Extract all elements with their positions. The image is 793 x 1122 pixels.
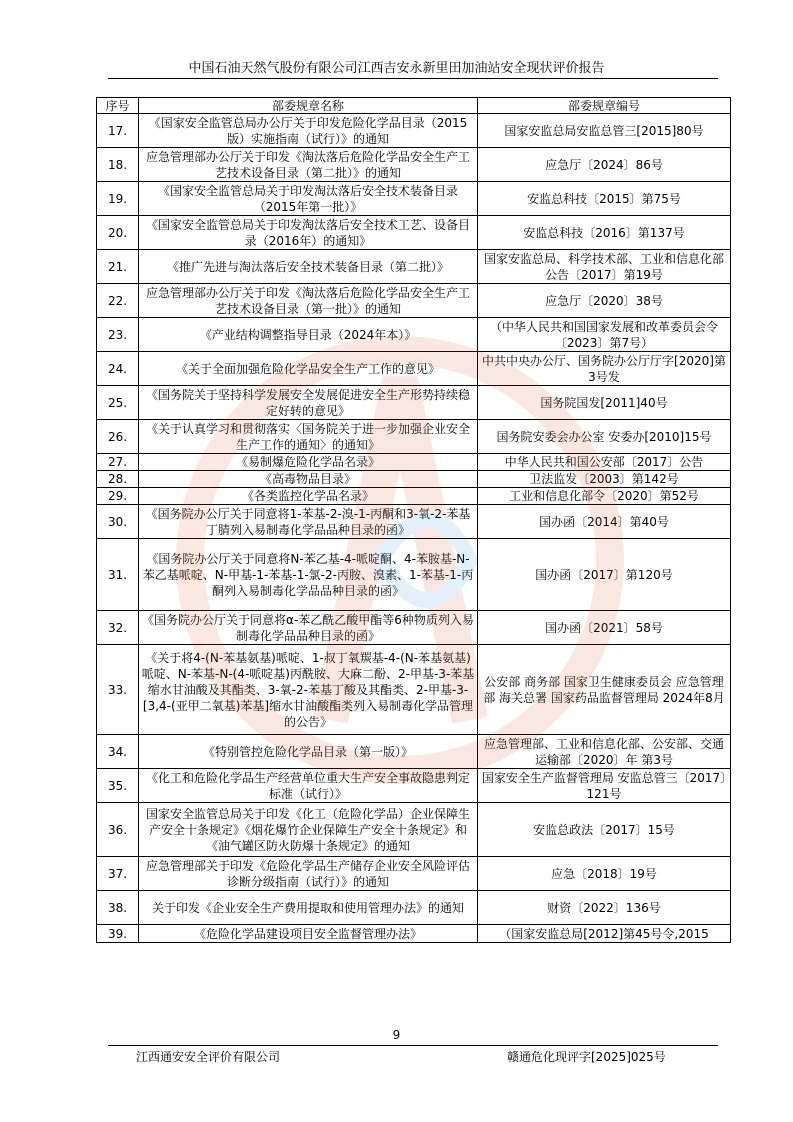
- row-number: 19.: [97, 182, 139, 216]
- row-number: 32.: [97, 611, 139, 645]
- regulation-code: 财资〔2022〕136号: [478, 891, 731, 925]
- table-row: [97, 352, 731, 386]
- row-number: 39.: [97, 925, 139, 943]
- page-number: 9: [392, 1028, 401, 1042]
- regulation-name: 《危险化学品建设项目安全监督管理办法》: [139, 925, 478, 943]
- row-number: 26.: [97, 420, 139, 454]
- row-number: 24.: [97, 352, 139, 386]
- regulation-code: 应急管理部、工业和信息化部、公安部、交通运输部〔2020〕年 第3号: [478, 735, 731, 769]
- page-header-title: 中国石油天然气股份有限公司江西吉安永新里田加油站安全现状评价报告: [188, 61, 605, 76]
- table-row: [97, 284, 731, 318]
- row-number: 28.: [97, 471, 139, 488]
- regulation-name: 《国家安全监管总局关于印发淘汰落后安全技术装备目录（2015年第一批）》: [139, 182, 478, 216]
- regulation-name: 《国家安全监管总局关于印发淘汰落后安全技术工艺、设备目录（2016年）的通知》: [139, 216, 478, 250]
- regulation-name: 关于印发《企业安全生产费用提取和使用管理办法》的通知: [139, 891, 478, 925]
- footer-document-number: 赣通危化现评字[2025]025号: [507, 1050, 666, 1064]
- row-number: 29.: [97, 488, 139, 505]
- regulation-code: （中华人民共和国国家发展和改革委员会令〔2023〕第7号）: [478, 318, 731, 352]
- table-row: [97, 386, 731, 420]
- table-row: [97, 114, 731, 148]
- row-number: 35.: [97, 769, 139, 803]
- regulation-name: 《各类监控化学品名录》: [139, 488, 478, 505]
- regulation-code: 国务院安委会办公室 安委办[2010]15号: [478, 420, 731, 454]
- regulation-name: 《产业结构调整指导目录（2024年本）》: [139, 318, 478, 352]
- table-row: [97, 769, 731, 803]
- regulation-name: 《易制爆危险化学品名录》: [139, 454, 478, 471]
- regulation-code: 安监总科技〔2016〕第137号: [478, 216, 731, 250]
- table-row: [97, 803, 731, 857]
- table-row: [97, 182, 731, 216]
- regulation-name: 国家安全监管总局关于印发《化工（危险化学品）企业保障生产安全十条规定》《烟花爆竹企业保障生产安全十条规定》和《油气罐区防火防爆十条规定》的通知: [139, 803, 478, 857]
- regulation-code: 应急厅〔2024〕86号: [478, 148, 731, 182]
- column-header-name: 部委规章名称: [139, 98, 478, 114]
- table-row: [97, 611, 731, 645]
- regulation-code: 国家安监总局安监总管三[2015]80号: [478, 114, 731, 148]
- regulation-name: 《关于将4-(N-苯基氨基)哌啶、1-叔丁氧羰基-4-(N-苯基氨基)哌啶、N-苯基-N-(4-哌啶基)丙酰胺、大麻二酚、2-甲基-3-苯基缩水甘油酸及其酯类、3-氧-2-苯基丁酸及其酯类、2-甲基-3-[3,4-(亚甲二氧基)苯基]缩水甘油酸酯类列入易制毒化学品管理的公告》: [139, 645, 478, 735]
- regulation-code: 国务院国发[2011]40号: [478, 386, 731, 420]
- table-row: [97, 505, 731, 539]
- table-row: [97, 250, 731, 284]
- table-row: [97, 539, 731, 611]
- row-number: 33.: [97, 645, 139, 735]
- regulation-code: 工业和信息化部令〔2020〕第52号: [478, 488, 731, 505]
- regulation-code: 应急厅〔2020〕38号: [478, 284, 731, 318]
- regulation-code: 安监总科技〔2015〕第75号: [478, 182, 731, 216]
- row-number: 25.: [97, 386, 139, 420]
- table-row: [97, 216, 731, 250]
- row-number: 30.: [97, 505, 139, 539]
- row-number: 37.: [97, 857, 139, 891]
- row-number: 21.: [97, 250, 139, 284]
- regulation-name: 《化工和危险化学品生产经营单位重大生产安全事故隐患判定标准（试行）》: [139, 769, 478, 803]
- regulation-name: 《国家安全监管总局办公厅关于印发危险化学品目录（2015版）实施指南（试行）》的通知: [139, 114, 478, 148]
- row-number: 36.: [97, 803, 139, 857]
- column-header-no: 序号: [97, 98, 139, 114]
- regulation-name: 应急管理部办公厅关于印发《淘汰落后危险化学品安全生产工艺技术设备目录（第一批）》的通知: [139, 284, 478, 318]
- column-header-code: 部委规章编号: [478, 98, 731, 114]
- table-row: [97, 148, 731, 182]
- regulation-code: 中共中央办公厅、国务院办公厅厅字[2020]第3号发: [478, 352, 731, 386]
- row-number: 23.: [97, 318, 139, 352]
- regulation-name: 《关于认真学习和贯彻落实〈国务院关于进一步加强企业安全生产工作的通知〉的通知》: [139, 420, 478, 454]
- regulation-name: 《国务院办公厅关于同意将α-苯乙酰乙酸甲酯等6种物质列入易制毒化学品品种目录的函》: [139, 611, 478, 645]
- regulation-code: 安监总政法〔2017〕15号: [478, 803, 731, 857]
- table-row: [97, 645, 731, 735]
- row-number: 34.: [97, 735, 139, 769]
- row-number: 31.: [97, 539, 139, 611]
- regulation-code: 国家安监总局、科学技术部、工业和信息化部公告〔2017〕第19号: [478, 250, 731, 284]
- regulation-name: 《国务院办公厅关于同意将N-苯乙基-4-哌啶酮、4-苯胺基-N-苯乙基哌啶、N-甲基-1-苯基-1-氯-2-丙胺、溴素、1-苯基-1-丙酮列入易制毒化学品品种目录的函》: [139, 539, 478, 611]
- regulation-code: 国办函〔2014〕第40号: [478, 505, 731, 539]
- table-row: [97, 318, 731, 352]
- regulation-name: 《国务院关于坚持科学发展安全发展促进安全生产形势持续稳定好转的意见》: [139, 386, 478, 420]
- table-row: [97, 857, 731, 891]
- regulation-name: 应急管理部办公厅关于印发《淘汰落后危险化学品安全生产工艺技术设备目录（第二批）》的通知: [139, 148, 478, 182]
- regulation-name: 《推广先进与淘汰落后安全技术装备目录（第二批）》: [139, 250, 478, 284]
- row-number: 18.: [97, 148, 139, 182]
- regulation-code: 中华人民共和国公安部〔2017〕公告: [478, 454, 731, 471]
- regulation-code: 国办函〔2021〕58号: [478, 611, 731, 645]
- regulation-code: 卫法监发〔2003〕第142号: [478, 471, 731, 488]
- footer-company: 江西通安安全评价有限公司: [136, 1050, 281, 1064]
- row-number: 17.: [97, 114, 139, 148]
- regulation-name: 《国务院办公厅关于同意将1-苯基-2-溴-1-丙酮和3-氧-2-苯基丁腈列入易制毒化学品品种目录的函》: [139, 505, 478, 539]
- header-divider: [108, 78, 718, 79]
- regulation-code: 国办函〔2017〕第120号: [478, 539, 731, 611]
- row-number: 20.: [97, 216, 139, 250]
- table-row: [97, 925, 731, 943]
- footer-divider: [108, 1045, 718, 1046]
- regulation-name: 《高毒物品目录》: [139, 471, 478, 488]
- table-row: [97, 420, 731, 454]
- table-row: [97, 891, 731, 925]
- regulation-code: 公安部 商务部 国家卫生健康委员会 应急管理部 海关总署 国家药品监督管理局 2024年8月: [478, 645, 731, 735]
- table-header-row: [97, 98, 731, 114]
- table-row: [97, 471, 731, 488]
- regulation-name: 《特别管控危险化学品目录（第一版）》: [139, 735, 478, 769]
- regulation-code: （国家安监总局[2012]第45号令,2015: [478, 925, 731, 943]
- regulation-code: 国家安全生产监督管理局 安监总管三〔2017〕121号: [478, 769, 731, 803]
- regulation-name: 应急管理部关于印发《危险化学品生产储存企业安全风险评估诊断分级指南（试行）》的通知: [139, 857, 478, 891]
- table-row: [97, 735, 731, 769]
- row-number: 38.: [97, 891, 139, 925]
- regulation-code: 应急〔2018〕19号: [478, 857, 731, 891]
- regulation-name: 《关于全面加强危险化学品安全生产工作的意见》: [139, 352, 478, 386]
- table-row: [97, 454, 731, 471]
- regulations-table: [96, 97, 731, 943]
- row-number: 27.: [97, 454, 139, 471]
- row-number: 22.: [97, 284, 139, 318]
- table-row: [97, 488, 731, 505]
